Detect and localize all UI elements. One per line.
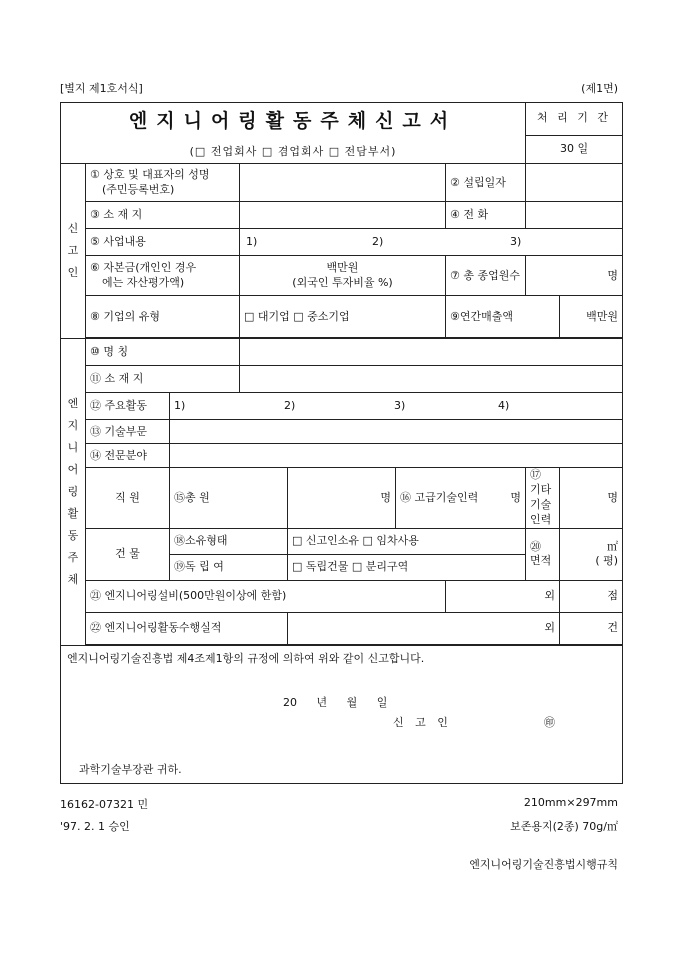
other-tech-input[interactable]: 명 bbox=[560, 468, 623, 528]
activity-item-2: 2) bbox=[284, 399, 296, 413]
form-code: 16162-07321 민 bbox=[60, 798, 149, 811]
tech-sector-label: ⑬ 기술부문 bbox=[86, 420, 170, 444]
tech-sector-input[interactable] bbox=[170, 420, 623, 444]
business-item-3: 3) bbox=[510, 235, 522, 249]
name-label bbox=[86, 164, 240, 202]
area-input[interactable] bbox=[560, 528, 623, 580]
capital-foreign-ratio: (외국인 투자비율 %) bbox=[292, 275, 393, 289]
title-cell bbox=[61, 103, 526, 164]
capital-label bbox=[86, 256, 240, 296]
specialty-input[interactable] bbox=[170, 444, 623, 468]
company-type-label: ⑧ 기업의 유형 bbox=[86, 296, 240, 338]
ownership-label: ⑱소유형태 bbox=[170, 528, 288, 554]
sales-label: ⑨연간매출액 bbox=[446, 296, 560, 338]
established-label: ② 설립일자 bbox=[446, 164, 526, 202]
capital-unit: 백만원 bbox=[326, 261, 359, 275]
law-reference: 엔지니어링기술진흥법시행규칙 bbox=[469, 858, 618, 871]
company-size-options[interactable]: □ 대기업 □ 중소기업 bbox=[240, 296, 446, 338]
approval-date: '97. 2. 1 승인 bbox=[60, 820, 130, 833]
name-input[interactable] bbox=[240, 164, 446, 202]
declaration-date[interactable]: 20 년 월 일 bbox=[283, 695, 388, 709]
processing-label: 처 리 기 간 bbox=[526, 103, 623, 136]
capital-label-sub: 에는 자산평가액) bbox=[102, 275, 185, 289]
activity-label: ⑫ 주요활동 bbox=[86, 393, 170, 420]
activity-input[interactable] bbox=[170, 393, 623, 420]
processing-period: 30 일 bbox=[526, 135, 623, 164]
reporter-section-label: 신 고 인 bbox=[61, 164, 86, 339]
senior-tech-unit[interactable]: 명 bbox=[510, 490, 522, 504]
sales-input[interactable]: 백만원 bbox=[560, 296, 623, 338]
activity-item-4: 4) bbox=[498, 399, 510, 413]
entity-name-label: ⑩ 명 칭 bbox=[86, 339, 240, 366]
seal-mark: ㊞ bbox=[544, 715, 555, 729]
record-input[interactable]: 건 bbox=[560, 612, 623, 644]
phone-input[interactable] bbox=[526, 202, 623, 229]
area-unit: ㎡ bbox=[607, 539, 619, 553]
employees-input[interactable]: 명 bbox=[526, 256, 623, 296]
capital-label-main: ⑥ 자본금(개인인 경우 bbox=[90, 261, 197, 275]
established-input[interactable] bbox=[526, 164, 623, 202]
declaration-box bbox=[61, 645, 623, 783]
independence-label: ⑲독 립 여 bbox=[170, 554, 288, 580]
name-label-main: ① 상호 및 대표자의 성명 bbox=[90, 168, 210, 182]
business-label: ⑤ 사업내용 bbox=[86, 229, 240, 256]
company-type-options[interactable]: (□ 전업회사 □ 겸업회사 □ 전담부서) bbox=[189, 144, 397, 158]
record-label: ㉒ 엔지니어링활동수행실적 bbox=[86, 612, 288, 644]
address-input[interactable] bbox=[240, 202, 446, 229]
facility-input[interactable]: 점 bbox=[560, 580, 623, 612]
total-staff-input[interactable]: 명 bbox=[288, 468, 396, 528]
activity-item-3: 3) bbox=[394, 399, 406, 413]
report-form bbox=[60, 102, 623, 784]
facility-label: ㉑ 엔지니어링설비(500만원이상에 한함) bbox=[86, 580, 446, 612]
paper-size: 210mm×297mm bbox=[523, 796, 618, 809]
phone-label: ④ 전 화 bbox=[446, 202, 526, 229]
specialty-label: ⑭ 전문분야 bbox=[86, 444, 170, 468]
ownership-options[interactable]: □ 신고인소유 □ 임차사용 bbox=[288, 528, 526, 554]
business-item-1: 1) bbox=[246, 235, 258, 249]
business-input[interactable] bbox=[240, 229, 623, 256]
area-pyeong: ( 평) bbox=[595, 554, 619, 568]
entity-section-label: 엔 지 니 어 링 활 동 주 체 bbox=[61, 339, 86, 645]
form-number: [별지 제1호서식] bbox=[60, 82, 143, 95]
employees-label: ⑦ 총 종업원수 bbox=[446, 256, 526, 296]
senior-tech-label bbox=[396, 468, 526, 528]
senior-tech-text: ⑯ 고급기술인력 bbox=[400, 490, 479, 504]
independence-options[interactable]: □ 독립건물 □ 분리구역 bbox=[288, 554, 526, 580]
business-item-2: 2) bbox=[372, 235, 384, 249]
declaration-text: 엔지니어링기술진흥법 제4조제1항의 규정에 의하여 위와 같이 신고합니다. bbox=[67, 651, 425, 665]
name-label-sub: (주민등록번호) bbox=[102, 182, 175, 196]
building-label: 건 물 bbox=[86, 528, 170, 580]
staff-label: 직 원 bbox=[86, 468, 170, 528]
page-number: (제1면) bbox=[581, 82, 618, 95]
entity-name-input[interactable] bbox=[240, 339, 623, 366]
other-tech-label: ⑰ 기타기술인력 bbox=[526, 468, 560, 528]
area-label: ⑳ 면적 bbox=[526, 528, 560, 580]
record-prefix: 외 bbox=[288, 612, 560, 644]
form-title: 엔지니어링활동주체신고서 bbox=[128, 110, 458, 132]
entity-address-input[interactable] bbox=[240, 366, 623, 393]
total-staff-label: ⑮총 원 bbox=[170, 468, 288, 528]
activity-item-1: 1) bbox=[174, 399, 186, 413]
facility-prefix: 외 bbox=[446, 580, 560, 612]
paper-type: 보존용지(2종) 70g/㎡ bbox=[510, 820, 618, 833]
capital-input[interactable] bbox=[240, 256, 446, 296]
recipient: 과학기술부장관 귀하. bbox=[79, 762, 182, 776]
entity-address-label: ⑪ 소 재 지 bbox=[86, 366, 240, 393]
address-label: ③ 소 재 지 bbox=[86, 202, 240, 229]
signer-label: 신 고 인 bbox=[393, 715, 452, 729]
